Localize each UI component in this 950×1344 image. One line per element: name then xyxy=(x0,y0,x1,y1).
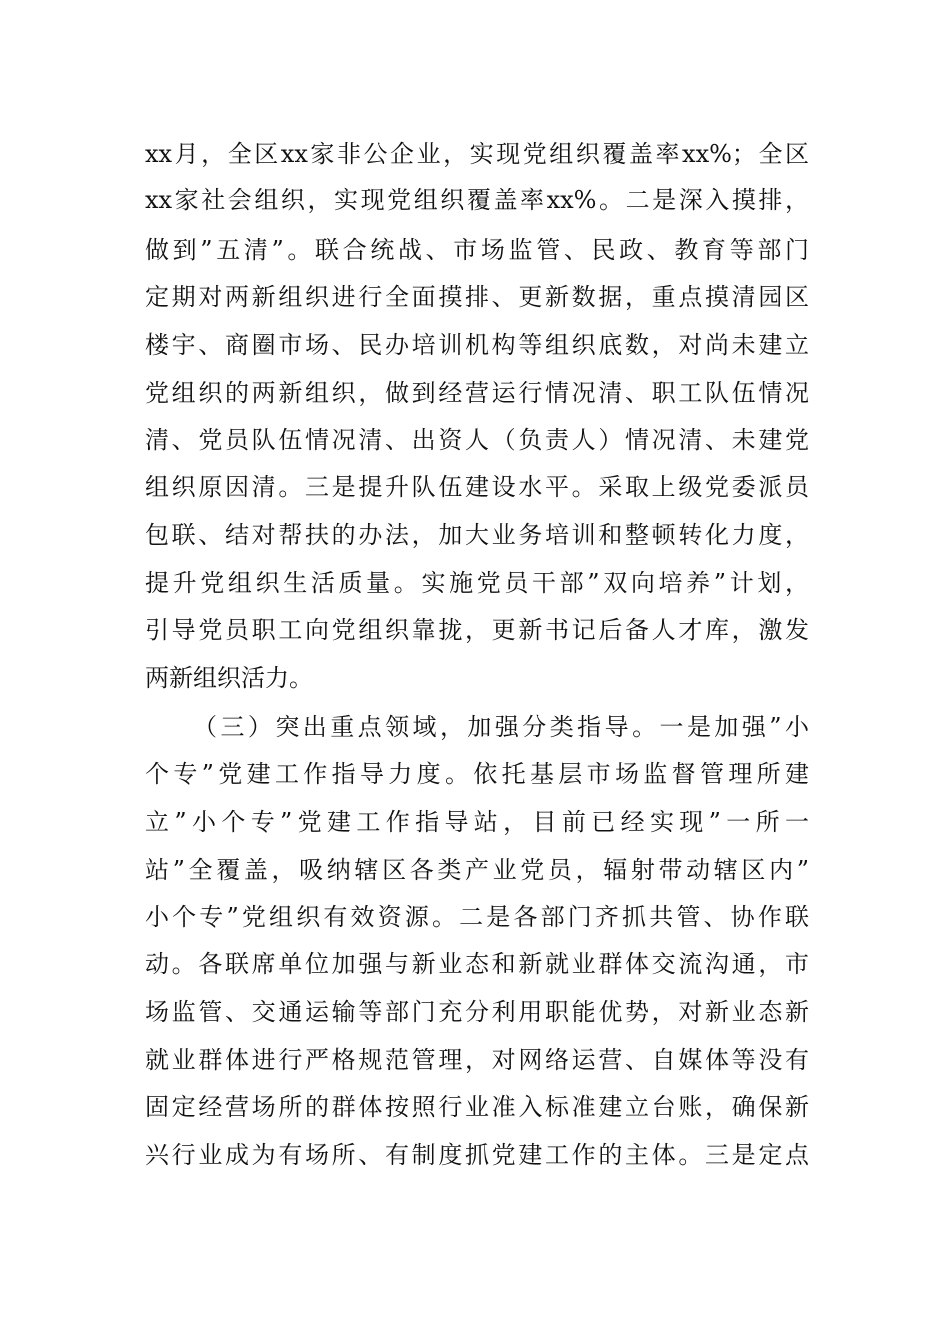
section-heading-line: （三）突出重点领域，加强分类指导。一是加强”小 xyxy=(193,713,809,741)
text-line: 引导党员职工向党组织靠拢，更新书记后备人才库，激发 xyxy=(145,616,809,644)
text-line: xx月，全区xx家非公企业，实现党组织覆盖率xx%；全区 xyxy=(145,140,809,168)
text-line: 动。各联席单位加强与新业态和新就业群体交流沟通，市 xyxy=(145,950,809,978)
text-line: 立”小个专”党建工作指导站，目前已经实现”一所一 xyxy=(145,808,809,836)
text-line: 组织原因清。三是提升队伍建设水平。采取上级党委派员 xyxy=(145,473,809,501)
text-line: 提升党组织生活质量。实施党员干部”双向培养”计划， xyxy=(145,569,809,597)
text-line: 两新组织活力。 xyxy=(145,664,313,692)
text-line: xx家社会组织，实现党组织覆盖率xx%。二是深入摸排， xyxy=(145,186,809,214)
text-line: 场监管、交通运输等部门充分利用职能优势，对新业态新 xyxy=(145,998,809,1026)
text-line: 楼宇、商圈市场、民办培训机构等组织底数，对尚未建立 xyxy=(145,331,809,359)
text-line: 个专”党建工作指导力度。依托基层市场监督管理所建 xyxy=(145,760,809,788)
text-line: 兴行业成为有场所、有制度抓党建工作的主体。三是定点 xyxy=(145,1141,809,1169)
text-line: 固定经营场所的群体按照行业准入标准建立台账，确保新 xyxy=(145,1093,809,1121)
text-line: 就业群体进行严格规范管理，对网络运营、自媒体等没有 xyxy=(145,1046,809,1074)
text-line: 小个专”党组织有效资源。二是各部门齐抓共管、协作联 xyxy=(145,903,809,931)
text-line: 包联、结对帮扶的办法，加大业务培训和整顿转化力度， xyxy=(145,521,809,549)
text-line: 定期对两新组织进行全面摸排、更新数据，重点摸清园区 xyxy=(145,283,809,311)
text-line: 做到”五清”。联合统战、市场监管、民政、教育等部门 xyxy=(145,236,809,264)
text-line: 站”全覆盖，吸纳辖区各类产业党员，辐射带动辖区内” xyxy=(145,856,809,884)
text-line: 清、党员队伍情况清、出资人（负责人）情况清、未建党 xyxy=(145,426,809,454)
text-line: 党组织的两新组织，做到经营运行情况清、职工队伍情况 xyxy=(145,379,809,407)
